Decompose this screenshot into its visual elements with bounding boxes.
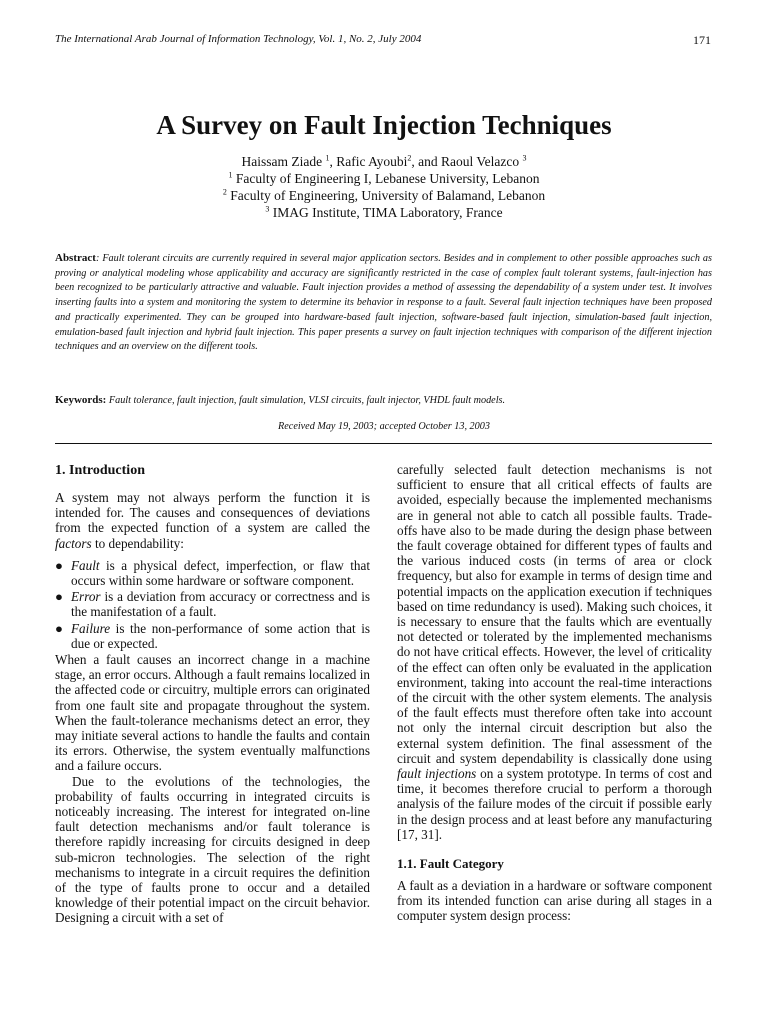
bullet-list (55, 558, 370, 651)
keywords (55, 394, 712, 406)
definition: is the non-performance of some action that is due or expected. (71, 620, 370, 651)
bullet-icon: ● (55, 589, 63, 605)
author-2: , Rafic Ayoubi (329, 154, 408, 169)
author-1: Haissam Ziade (241, 154, 326, 169)
bullet-icon: ● (55, 557, 63, 573)
definition: is a physical defect, imperfection, or flaw that occurs within some hardware or software component. (71, 557, 370, 589)
definition: is a deviation from accuracy or correctness and is the manifestation of a fault. (71, 589, 370, 620)
emphasis: factors (55, 535, 92, 551)
list-item (55, 621, 370, 651)
running-header (55, 33, 711, 45)
author-3: , and Raoul Velazco (411, 154, 523, 169)
page-number: 171 (693, 33, 711, 47)
term: Fault (71, 557, 100, 573)
abstract (55, 251, 712, 355)
affiliation-2-text: Faculty of Engineering, University of Balamand, Lebanon (230, 188, 546, 203)
section-heading-introduction: 1. Introduction (55, 463, 145, 478)
term: Error (71, 589, 101, 605)
affiliation-3 (0, 204, 768, 221)
left-column (55, 462, 370, 926)
author-2-affil-mark: 2 (407, 153, 412, 163)
affiliation-1-text: Faculty of Engineering I, Lebanese University, Lebanon (235, 171, 540, 186)
paragraph: Due to the evolutions of the technologies, the probability of faults occurring in integrated circuits is noticeably increasing. The interest for integrated on-line fault detection mechanisms and/or fault tolerance is therefore rapidly increasing for circuits designed in deep sub-micron technologies. The selection of the right mechanisms to integrate in a circuit requires the definition of the type of faults prone to occur and a detailed knowledge of their potential impact on the circuit behavior. Designing a circuit with a set of (55, 773, 370, 926)
author-1-affil-mark: 1 (325, 153, 330, 163)
paragraph (55, 490, 370, 551)
received-dates: Received May 19, 2003; accepted October 13, 2003 (278, 421, 490, 432)
bullet-icon: ● (55, 620, 63, 636)
author-3-affil-mark: 3 (522, 153, 527, 163)
affiliation-3-mark: 3 (265, 204, 270, 214)
emphasis: fault injections (397, 766, 477, 782)
paragraph-text: to dependability: (91, 535, 184, 551)
affiliation-2 (0, 187, 768, 204)
journal-citation: The International Arab Journal of Information Technology, Vol. 1, No. 2, July 2004 (55, 33, 422, 45)
paragraph-text: A system may not always perform the function it is intended for. The causes and consequences of deviations from the expected function of a system are called the (55, 490, 370, 536)
paragraph: When a fault causes an incorrect change in a machine stage, an error occurs. Although a fault remains localized in the affected code or circuitry, multiple errors can originated from one fault site and propagate throughout the system. When the fault-tolerance mechanisms detect an error, they may initiate several actions to handle the faults and contain its errors. Otherwise, the system eventually malfunctions and a failure occurs. (55, 652, 370, 774)
abstract-text: : Fault tolerant circuits are currently required in several major application sectors. Besides and in complement to other possible approaches such as proving or analytical modeling whose applicability and accuracy are significantly restricted in the case of complex fault tolerant systems, fault-injection has been recognized to be particularly attractive and valuable. Fault injection provides a method of assessing the dependability of a system under test. It involves inserting faults into a system and monitoring the system to determine its behavior in response to a fault. Several fault injection techniques have been proposed and practically experimented. They can be grouped into hardware-based fault injection, software-based fault injection, simulation-based fault injection, emulation-based fault injection and hybrid fault injection. This paper presents a survey on fault injection techniques with comparison of the different injection techniques and an overview on the different tools. (55, 253, 712, 353)
section-divider (55, 443, 712, 444)
paper-title: A Survey on Fault Injection Techniques (156, 110, 612, 140)
paragraph: A fault as a deviation in a hardware or software component from its intended function can arise during all stages in a computer system design process: (397, 878, 712, 924)
right-column (397, 462, 712, 924)
keywords-label: Keywords: (55, 394, 107, 406)
keywords-text: Fault tolerance, fault injection, fault simulation, VLSI circuits, fault injector, VHDL fault models. (106, 395, 506, 406)
affiliation-1-mark: 1 (228, 170, 233, 180)
paragraph (397, 462, 712, 842)
affiliation-2-mark: 2 (222, 187, 227, 197)
affiliation-1 (0, 170, 768, 187)
list-item (55, 589, 370, 619)
term: Failure (71, 620, 111, 636)
author-block (0, 153, 768, 221)
paragraph-text: carefully selected fault detection mechanisms is not sufficient to ensure that all critical effects of faults are avoided, especially because the implemented mechanisms are in general not able to catch all possible faults. Trade-offs have also to be made during the design phase between the fault coverage obtained for different types of faults and the various induced costs (in terms of area or clock frequency, but also for example in terms of design time and potential impacts on the application execution if techniques based on time redundancy is used). Making such choices, it is necessary to ensure that the faults which are eventually not detected or tolerated by the implemented mechanisms do not have critical effects. However, the level of criticality of the effect can often only be evaluated in the application environment, taking into account the real-time interactions of the circuit with the other system elements. The analysis of the fault effects must therefore often take into account not only the internal circuit description but also the external system definition. The final assessment of the circuit and system dependability is classically done using (397, 462, 712, 766)
section-heading-fault-category: 1.1. Fault Category (397, 856, 504, 872)
abstract-label: Abstract (55, 252, 96, 264)
author-names (0, 153, 768, 170)
list-item (55, 558, 370, 588)
affiliation-3-text: IMAG Institute, TIMA Laboratory, France (272, 205, 503, 220)
paragraph-text: on a system prototype. In terms of cost and time, it becomes therefore crucial to perform a thorough analysis of the failure modes of the circuit if possible early in the design process and at least before any manufacturing [17, 31]. (397, 766, 712, 842)
